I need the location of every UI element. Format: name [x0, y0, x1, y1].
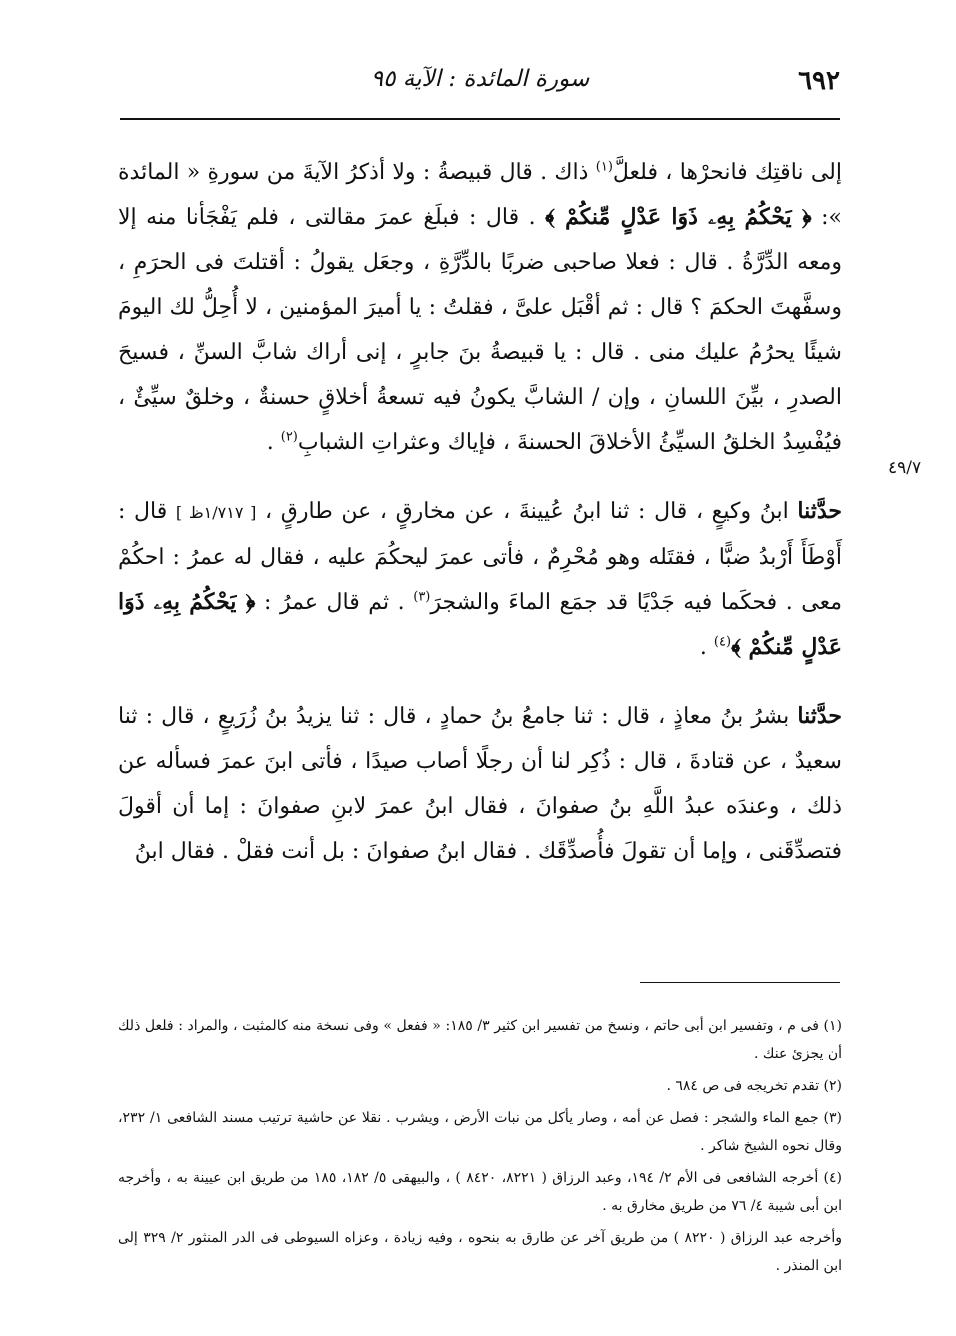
footnote: (١) فى م ، وتفسير ابن أبى حاتم ، ونسخ من تفسير ابن كثير ٣/ ١٨٥: « ففعل » وفى نسخة منه كالمثبت ، والمراد : فلعل ذلك أن يجزئ عنك . — [118, 1018, 842, 1062]
header-rule — [120, 118, 840, 120]
hadith-lead: حدَّثنا — [797, 498, 843, 524]
hadith-lead: حدَّثنا — [797, 703, 842, 729]
quran-verse: ﴿ يَحْكُمُ بِهِۦ ذَوَا عَدْلٍ مِّنكُمْ ﴾ — [118, 589, 842, 660]
main-text — [118, 150, 842, 898]
text-segment: ابنُ وكيعٍ ، قال : ثنا ابنُ عُيينةَ ، عن مخارقٍ ، عن طارقٍ ، — [256, 499, 798, 524]
footnote: (٤) أخرجه الشافعى فى الأم ٢/ ١٩٤، وعبد الرزاق ( ٨٢٢١، ٨٤٢٠ ) ، والبيهقى ٥/ ١٨٢، ١٨٥ من طريق ابن عيينة به ، وأخرجه ابن أبى شيبة ٤/ ٧٦ من طريق مخارق به . — [118, 1170, 842, 1214]
paragraph — [118, 150, 842, 465]
paragraph — [118, 489, 842, 670]
paragraph — [118, 694, 842, 874]
footnote-marker: (٤) — [713, 634, 732, 650]
text-segment: قال : أَوْطَأَ أَرْبدُ ضبًّا ، فقتَله وهو مُحْرِمٌ ، فأتى عمرَ ليحكُمَ عليه ، فقال له عمرُ : احكُمْ معى . فحكَما فيه جَدْيًا قد جمَع الماءَ والشجرَ — [118, 499, 843, 615]
margin-note: ٤٩/٧ — [888, 458, 922, 478]
text-segment: بشرُ بنُ معاذٍ ، قال : ثنا جامعُ بنُ حمادٍ ، قال : ثنا يزيدُ بنُ زُرَيعٍ ، قال : ثنا سعيدٌ ، عن قتادةَ ، قال : ذُكِر لنا أن رجلًا أصاب صيدًا ، فأتى ابنَ عمرَ فسأله عن ذلك ، وعندَه عبدُ اللَّهِ بنُ صفوانَ ، فقال ابنُ عمرَ لابنِ صفوانَ : إما أن أقولَ فتصدِّقَنى ، وإما أن تقولَ فأُصدِّقَك . فقال ابنُ صفوانَ : بل أنت فقلْ . فقال ابنُ — [118, 704, 842, 864]
footnote-marker: (٢) — [280, 429, 298, 445]
footnote: وأخرجه عبد الرزاق ( ٨٢٢٠ ) من طريق آخر عن طارق به بنحوه ، وفيه زيادة ، وعزاه السيوطى فى الدر المنثور ٢/ ٣٢٩ إلى ابن المنذر . — [118, 1230, 843, 1274]
text-segment: . ثم قال عمرُ : — [255, 590, 414, 615]
page-number: ٦٩٢ — [798, 66, 840, 96]
quran-verse: ﴿ يَحْكُمُ بِهِۦ ذَوَا عَدْلٍ مِّنكُمْ ﴾ — [545, 204, 812, 230]
footnote-rule — [640, 982, 840, 983]
text-segment: . — [699, 635, 714, 660]
footnote-marker: (١) — [595, 159, 613, 175]
footnote: (٢) تقدم تخريجه فى ص ٦٨٤ . — [666, 1078, 842, 1094]
footnotes — [118, 1012, 842, 1284]
page-header — [120, 62, 840, 118]
running-head: سورة المائدة : الآية ٩٥ — [370, 66, 590, 92]
footnote-marker: (٣) — [413, 589, 431, 605]
text-segment: إلى ناقتِك فانحرْها ، فلعلَّ — [612, 160, 842, 185]
text-segment: . قال : فبلَغ عمرَ مقالتى ، فلم يَفْجَأنا منه إلا ومعه الدِّرَّةُ . قال : فعلا صاحبى ضربًا بالدِّرَّةِ ، وجعَل يقولُ : أقتلتَ فى الحرَمِ ، وسفَّهتَ الحكمَ ؟ قال : ثم أقْبَل علىَّ ، فقلتُ : يا أميرَ المؤمنين ، لا أُحِلُّ لك اليومَ شيئًا يحرُمُ عليك منى . قال : يا قبيصةُ بنَ جابرٍ ، إنى أراك شابَّ السنِّ ، فسيحَ الصدرِ ، بيِّنَ اللسانِ ، وإن / الشابَّ يكونُ فيه تسعةُ أخلاقٍ حسنةٌ ، وخلقٌ سيِّئٌ ، فيُفْسِدُ الخلقُ السيِّئُ الأخلاقَ الحسنةَ ، فإياك وعثراتِ الشبابِ — [118, 205, 842, 455]
footnote: (٣) جمع الماء والشجر : فصل عن أمه ، وصار يأكل من نبات الأرض ، ويشرب . نقلا عن حاشية ترتيب مسند الشافعى ١/ ٢٣٢، وقال نحوه الشيخ شاكر . — [118, 1110, 842, 1154]
text-segment: ذاك . قال قبيصةُ : ولا أذكرُ الآيةَ من سورةِ « المائدة »: — [118, 160, 842, 230]
manuscript-reference: [ ١/٧١٧ظ ] — [175, 503, 257, 522]
text-segment: . — [266, 430, 281, 455]
